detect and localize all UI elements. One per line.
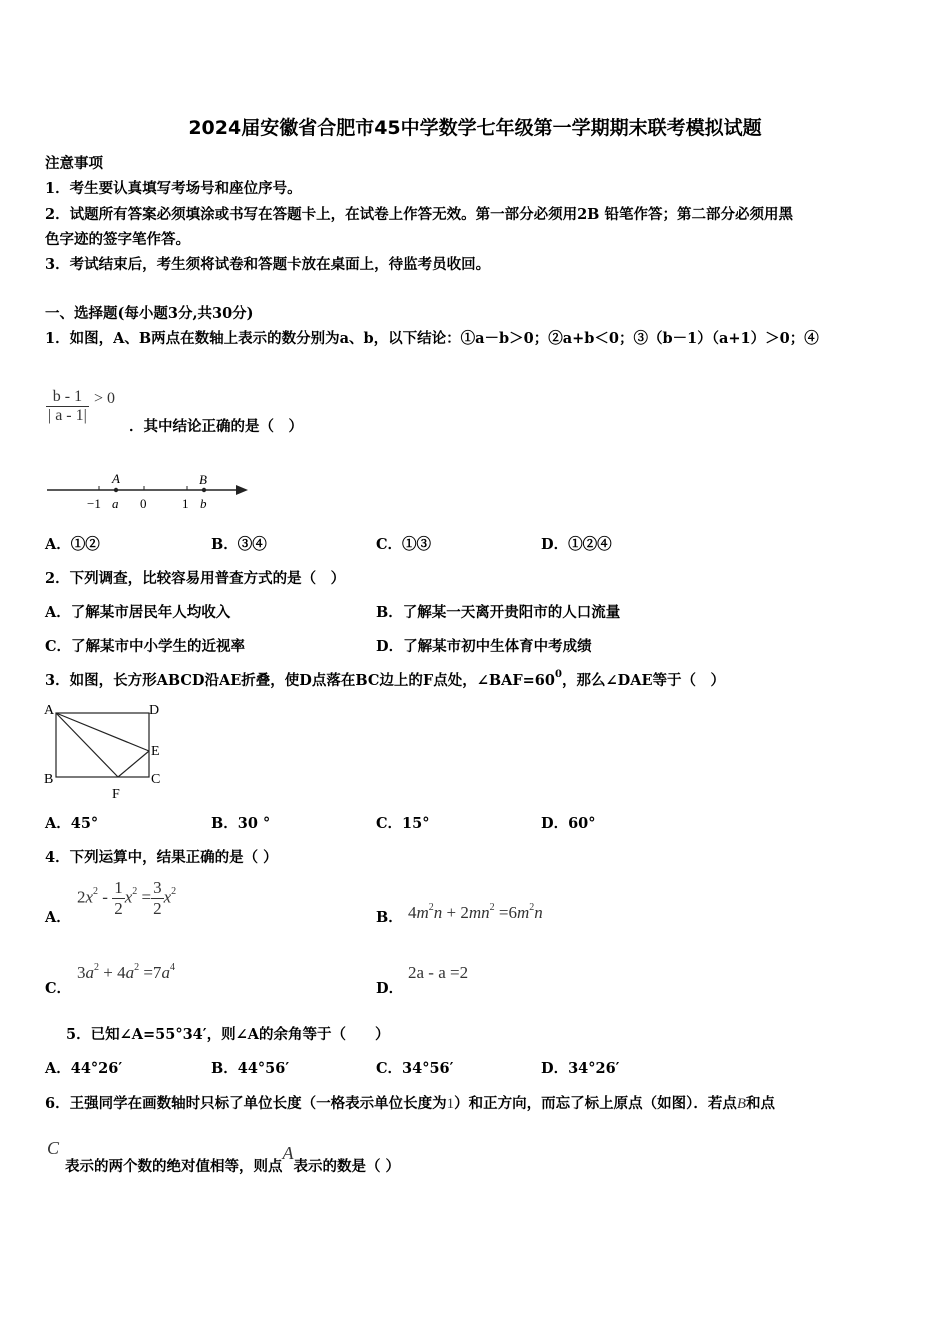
notice-item-2: 2．试题所有答案必须填涂或书写在答题卡上，在试卷上作答无效。第一部分必须用2B 铅笔作答；第二部分必须用黑 (45, 206, 793, 223)
q4-stem: 4．下列运算中，结果正确的是（ ） (45, 849, 278, 866)
notice-item-2-cont: 色字迹的签字笔作答。 (45, 231, 190, 248)
label-D: D (149, 703, 160, 718)
q3-stem-tail: ，那么∠DAE等于（ ） (561, 672, 725, 689)
q5-option-b: B．44°56′ (211, 1060, 290, 1077)
point-a (114, 488, 118, 492)
q4c-eq: =7 (139, 963, 162, 982)
q4b-plus: + 2 (442, 903, 469, 922)
q6-stem-2 (65, 1143, 401, 1176)
q4-option-a-label: A． (45, 909, 71, 926)
q4b-exp2: 2 (489, 902, 495, 913)
q1-fraction (46, 388, 115, 425)
q5-option-c: C．34°56′ (376, 1060, 454, 1077)
label-E: E (151, 744, 160, 759)
q3-option-a: A．45° (45, 815, 99, 832)
q4a-frac1-num: 1 (114, 878, 123, 897)
line-ae (56, 713, 149, 751)
notice-heading: 注意事项 (45, 155, 103, 172)
q2-option-b: B．了解某一天离开贵阳市的人口流量 (376, 604, 621, 621)
q4a-minus: - (98, 887, 113, 907)
q4b-exp3: 2 (529, 902, 535, 913)
q4-option-c-expr (77, 963, 175, 983)
label-A: A (44, 703, 55, 718)
q4-option-d-expr: 2a - a =2 (408, 963, 469, 982)
q4c-a2: a (125, 963, 135, 982)
q4b-n2: n (534, 903, 543, 922)
label-B: B (44, 772, 54, 787)
q1-number-line (44, 470, 256, 514)
q4c-exp2: 2 (134, 962, 140, 973)
q4-option-a-expr (77, 878, 176, 919)
q4-option-b-label: B． (376, 909, 403, 926)
q4a-coef: 2 (77, 887, 86, 907)
line-fe (118, 751, 149, 777)
q2-option-c: C．了解某市中小学生的近视率 (45, 638, 246, 655)
q3-option-c: C．15° (376, 815, 430, 832)
page-title: 2024届安徽省合肥市45中学数学七年级第一学期期末联考模拟试题 (188, 117, 762, 139)
q4a-x3: x (163, 887, 172, 907)
q4a-frac2-den: 2 (153, 899, 162, 918)
label-a: a (112, 496, 119, 511)
notice-item-3: 3．考试结束后，考生须将试卷和答题卡放在桌面上，待监考员收回。 (45, 256, 491, 273)
q3-stem-text: 3．如图，长方形ABCD沿AE折叠，使D点落在BC边上的F点处，∠BAF=60 (45, 672, 555, 689)
q6-stem (45, 1092, 775, 1113)
q2-option-d: D．了解某市初中生体育中考成绩 (376, 638, 592, 655)
q4a-frac1-den: 2 (114, 899, 123, 918)
section-heading: 一、选择题(每小题3分,共30分) (45, 305, 254, 322)
q4a-exp: 2 (93, 886, 99, 898)
q4a-exp2: 2 (132, 886, 138, 898)
q4b-eq: =6 (494, 903, 517, 922)
axis-arrow-icon (236, 485, 248, 495)
q1-frac-den: | a - 1| (48, 407, 87, 424)
label-A: A (112, 471, 120, 486)
q3-rectangle-figure (42, 697, 172, 801)
q4-option-b-expr (408, 903, 543, 923)
q1-option-b: B．③④ (211, 536, 267, 553)
label-one: 1 (182, 496, 189, 511)
q4a-exp3: 2 (171, 886, 177, 898)
q5-option-a: A．44°26′ (45, 1060, 123, 1077)
q1-stem: 1．如图，A、B两点在数轴上表示的数分别为a、b，以下结论：①a－b＞0；②a+b＜0；③（b－1）（a+1）＞0；④ (45, 330, 819, 347)
label-b: b (200, 496, 207, 511)
q1-frac-num: b - 1 (46, 388, 89, 407)
q1-frac-rel: > 0 (93, 389, 115, 407)
q4a-frac2-num: 3 (153, 878, 162, 897)
q1-option-a: A．①② (45, 536, 100, 553)
q4c-exp4: 4 (169, 962, 175, 973)
line-af (56, 713, 118, 777)
q6-stem-text-b: ）和正方向，而忘了标上原点（如图）．若点 (454, 1095, 737, 1112)
q3-option-b: B．30 ° (211, 815, 271, 832)
q4a-eq: = (137, 887, 152, 907)
q1-option-c: C．①③ (376, 536, 432, 553)
label-zero: 0 (140, 496, 147, 511)
q6-unit-one: 1 (446, 1096, 455, 1112)
label-m1: −1 (87, 496, 101, 511)
notice-item-1: 1．考生要认真填写考场号和座位序号。 (45, 180, 302, 197)
q3-stem (45, 669, 725, 690)
q4c-a: a (85, 963, 94, 982)
q4c-plus: + 4 (99, 963, 126, 982)
q4a-x2: x (124, 887, 133, 907)
q4-option-d-label: D． (376, 980, 404, 997)
q3-degree-sup: 0 (555, 669, 562, 680)
q4b-m2: m (517, 903, 530, 922)
q1-stem-2: ．其中结论正确的是（ ） (129, 418, 303, 435)
q6-stem-text: 6．王强同学在画数轴时只标了单位长度（一格表示单位长度为 (45, 1095, 447, 1112)
q1-option-d: D．①②④ (541, 536, 612, 553)
q5-stem: 5．已知∠A=55°34′，则∠A的余角等于（ ） (66, 1026, 390, 1043)
q4b-n: n (433, 903, 443, 922)
q6-point-b: B (736, 1096, 747, 1112)
q6-stem-text-3: 表示的数是（ ） (293, 1158, 401, 1175)
q6-stem-text-2: 表示的两个数的绝对值相等，则点 (65, 1158, 283, 1175)
label-C: C (151, 772, 161, 787)
q4b-m: m (416, 903, 429, 922)
q2-stem: 2．下列调查，比较容易用普查方式的是（ ） (45, 570, 346, 587)
q4c-a3: a (161, 963, 170, 982)
q3-option-d: D．60° (541, 815, 596, 832)
q6-and: 和点 (746, 1095, 776, 1112)
label-B: B (199, 472, 207, 487)
q4a-x: x (85, 887, 94, 907)
q4b-mn: mn (468, 903, 490, 922)
q6-point-c: C (47, 1138, 60, 1158)
q6-point-a: A (282, 1143, 294, 1163)
q4b-coef: 4 (408, 903, 417, 922)
label-F: F (112, 787, 120, 801)
q2-option-a: A．了解某市居民年人均收入 (45, 604, 231, 621)
q4c-exp: 2 (94, 962, 99, 973)
q4b-exp: 2 (428, 902, 434, 913)
point-b (202, 488, 206, 492)
q4-option-c-label: C． (45, 980, 72, 997)
q5-option-d: D．34°26′ (541, 1060, 620, 1077)
q4c-coef: 3 (77, 963, 86, 982)
